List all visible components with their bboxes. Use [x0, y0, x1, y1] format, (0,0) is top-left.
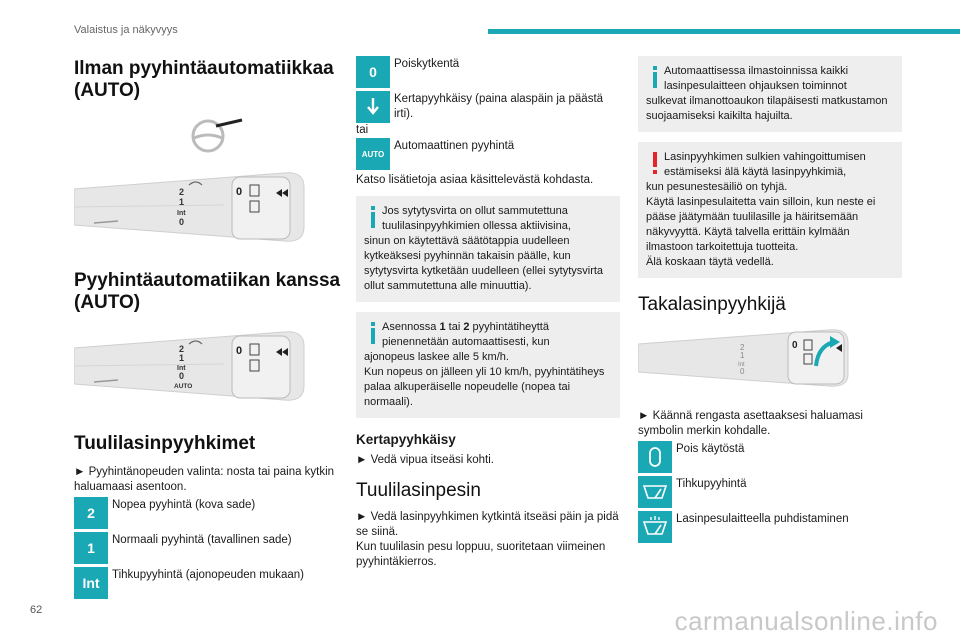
heading-no-auto: Ilman pyyhintäautomatiikkaa (AUTO) — [74, 58, 334, 101]
svg-text:2: 2 — [740, 343, 745, 352]
auto-icon: AUTO — [356, 138, 390, 170]
rear-off-icon — [638, 441, 672, 473]
note-body: sulkevat ilmanottoaukon tilapäisesti matkustamon suojaamiseksi kaikilta hajuilta. — [646, 95, 888, 122]
speed-int-icon: Int — [74, 567, 108, 599]
info-icon — [364, 320, 384, 346]
rear-intermittent-icon — [638, 476, 672, 508]
warning-icon — [646, 150, 666, 176]
single-wipe-row — [356, 91, 620, 123]
note-first-line: Jos sytytysvirta on ollut sammutettuna tuulilasinpyyhkimien ollessa aktiivisina, — [382, 205, 571, 232]
info-note-climate — [638, 56, 902, 132]
speed-row-fast — [74, 497, 344, 529]
note-line: ajonopeus laskee alle 5 km/h. — [364, 351, 509, 363]
single-wipe-label: Kertapyyhkäisy (paina alaspäin ja päästä irti). — [394, 93, 604, 120]
svg-text:1: 1 — [740, 351, 745, 360]
rear-washer-icon — [638, 511, 672, 543]
info-icon — [646, 64, 666, 90]
svg-text:0: 0 — [179, 371, 185, 381]
or-text: tai — [356, 124, 369, 136]
rear-row-off — [638, 441, 902, 473]
note-first-line: Automaattisessa ilmastoinnissa kaikki lasinpesulaitteen ohjauksen toiminnot — [664, 65, 849, 92]
svg-text:Int: Int — [738, 362, 745, 368]
warning-note — [638, 142, 902, 278]
svg-text:0: 0 — [236, 186, 243, 198]
header-title: Valaistus ja näkyvyys — [74, 24, 178, 36]
page-number: 62 — [30, 604, 43, 616]
rear-washer-label: Lasinpesulaitteella puhdistaminen — [676, 513, 849, 525]
rear-wiper-lever-diagram — [638, 326, 902, 390]
note-body: sinun on käytettävä säätötappia uudelleen kytkeäksesi pyyhinnän takaisin päälle, kun sytytysvirta kytketään uudelleen (ellei sytytysvirta ollut sammutettuna alle minuuttia). — [364, 235, 604, 292]
rear-off-label: Pois käytöstä — [676, 443, 745, 455]
svg-text:2: 2 — [179, 187, 185, 197]
wiper-lever-diagram-no-auto — [74, 169, 344, 247]
rear-wiper-instruction: ► Käännä rengasta asettaaksesi haluamasi symbolin merkin kohdalle. — [638, 410, 863, 437]
svg-text:1: 1 — [179, 353, 185, 363]
svg-text:Int: Int — [177, 210, 186, 217]
note-line: kun pesunestesäiliö on tyhjä. — [646, 181, 788, 193]
note-first-line: Lasinpyyhkimen sulkien vahingoittumisen estämiseksi älä käytä lasinpyyhkimiä, — [664, 151, 866, 178]
heading-washer: Tuulilasinpesin — [356, 480, 481, 501]
column-1 — [74, 56, 344, 602]
off-row — [356, 56, 620, 88]
speed-label: Normaali pyyhintä (tavallinen sade) — [112, 534, 292, 546]
speed-label: Nopea pyyhintä (kova sade) — [112, 499, 256, 511]
svg-text:2: 2 — [179, 344, 185, 354]
svg-text:Int: Int — [177, 365, 186, 372]
off-label: Poiskytkentä — [394, 58, 460, 70]
speed-label: Tihkupyyhintä (ajonopeuden mukaan) — [112, 569, 305, 581]
rear-intermittent-label: Tihkupyyhintä — [676, 478, 747, 490]
svg-text:0: 0 — [792, 340, 798, 351]
heading-rear-wiper: Takalasinpyyhkijä — [638, 294, 786, 315]
svg-text:0: 0 — [740, 367, 745, 376]
svg-text:0: 0 — [179, 217, 185, 227]
note-line: Kun nopeus on jälleen yli 10 km/h, pyyhintätiheys palaa alkuperäiselle nopeudelle (nopea tai normaali). — [364, 366, 605, 408]
rear-row-washer — [638, 511, 902, 543]
see-more-text: Katso lisätietoja asiaa käsittelevästä kohdasta. — [356, 174, 594, 186]
steering-wheel-icon — [74, 102, 344, 164]
wipers-instruction: ► Pyyhintänopeuden valinta: nosta tai paina kytkin haluamaasi asentoon. — [74, 466, 335, 493]
svg-text:1: 1 — [179, 197, 185, 207]
speed-row-intermittent — [74, 567, 344, 599]
heading-windscreen-wipers: Tuulilasinpyyhkimet — [74, 433, 256, 454]
heading-single-wipe: Kertapyyhkäisy — [356, 432, 456, 447]
speed-2-icon: 2 — [74, 497, 108, 529]
watermark: carmanualsonline.info — [674, 606, 938, 636]
column-2 — [356, 56, 620, 570]
svg-text:0: 0 — [236, 345, 243, 357]
speed-1-icon: 1 — [74, 532, 108, 564]
wiper-lever-diagram-auto — [74, 328, 344, 406]
svg-text:AUTO: AUTO — [174, 383, 193, 390]
speed-row-normal — [74, 532, 344, 564]
auto-label: Automaattinen pyyhintä — [394, 140, 515, 152]
off-0-icon: 0 — [356, 56, 390, 88]
washer-text-1: ► Vedä lasinpyyhkimen kytkintä itseäsi päin ja pidä se siinä. — [356, 511, 619, 538]
arrow-down-icon — [356, 91, 390, 123]
info-icon — [364, 204, 384, 230]
note-first-line: Asennossa 1 tai 2 pyyhintätiheyttä pienennetään automaattisesti, kun — [382, 321, 550, 348]
rear-row-intermittent — [638, 476, 902, 508]
header-accent-bar — [488, 29, 960, 34]
single-wipe-text: ► Vedä vipua itseäsi kohti. — [356, 454, 494, 466]
heading-auto: Pyyhintäautomatiikan kanssa (AUTO) — [74, 270, 341, 313]
info-note-ignition — [356, 196, 620, 302]
auto-row — [356, 138, 620, 170]
note-line: Älä koskaan täytä vedellä. — [646, 256, 774, 268]
washer-text-2: Kun tuulilasin pesu loppuu, suoritetaan viimeinen pyyhintäkierros. — [356, 541, 606, 568]
note-line: Käytä lasinpesulaitetta vain silloin, kun neste ei pääse jäätymään tuulilasille ja häiritsemään näkyvyyttä. Käytä talvella erittäin kylmään ilmastoon tarkoitettuja tuotteita. — [646, 196, 876, 253]
column-3 — [638, 56, 902, 546]
info-note-speed — [356, 312, 620, 418]
